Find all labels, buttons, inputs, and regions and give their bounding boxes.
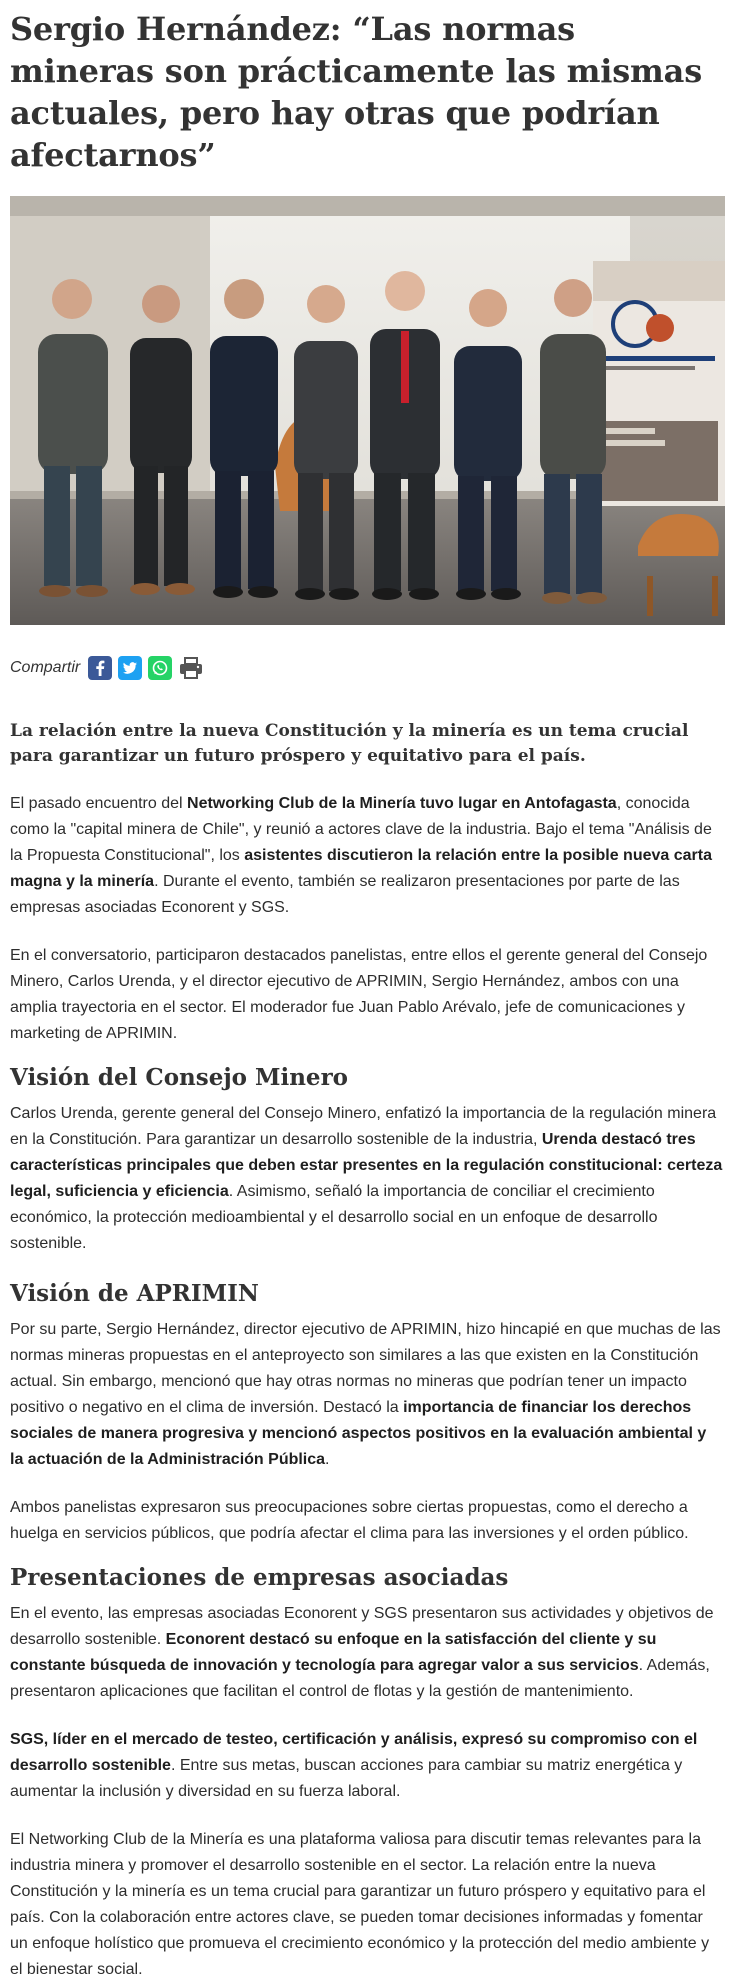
facebook-icon[interactable] (88, 656, 112, 680)
bold-text: Urenda destacó tres características principales que deben estar presentes en la regulación constitucional: certeza legal, suficiencia y eficiencia (10, 1131, 723, 1200)
bold-text: Econorent destacó su enfoque en la satisfacción del cliente y su constante búsqueda de innovación y tecnología para agregar valor a sus servicios (10, 1631, 657, 1674)
text: Carlos Urenda, gerente general del Consejo Minero, enfatizó la importancia de la regulación minera en la Constitución. Para garantizar un desarrollo sostenible de la industria, (10, 1105, 717, 1148)
article-headline: Sergio Hernández: “Las normas mineras son prácticamente las mismas actuales, pero hay otras que podrían afectarnos” (10, 10, 703, 174)
paragraph-6 (10, 1601, 724, 1705)
paragraph-3 (10, 1101, 724, 1257)
text: Por su parte, Sergio Hernández, director ejecutivo de APRIMIN, hizo hincapié en que muchas de las normas mineras propuestas en el anteproyecto son similares a las que existen en la Constitución actual. Sin embargo, mencionó que hay otras normas no mineras que podrían tener un impacto positivo o negativo en el clima de inversión. Destacó la (10, 1321, 721, 1416)
paragraph-1 (10, 791, 724, 921)
aprimin-banner (593, 261, 725, 506)
share-bar (10, 655, 724, 681)
text: . Asimismo, señaló la importancia de conciliar el crecimiento económico, la protección medioambiental y el desarrollo social en un enfoque de desarrollo sostenible. (10, 1183, 658, 1252)
print-icon[interactable] (178, 656, 202, 680)
bold-text: Networking Club de la Minería tuvo lugar en Antofagasta (187, 795, 617, 812)
bold-text: importancia de financiar los derechos sociales de manera progresiva y mencionó aspectos positivos en la evaluación ambiental y la actuación de la Administración Pública (10, 1399, 707, 1468)
text: En el evento, las empresas asociadas Econorent y SGS presentaron sus actividades y objetivos de desarrollo sostenible. (10, 1605, 714, 1648)
text: . Además, presentaron aplicaciones que facilitan el control de flotas y la gestión de mantenimiento. (10, 1657, 710, 1700)
bold-text: SGS, líder en el mercado de testeo, certificación y análisis, expresó su compromiso con el desarrollo sostenible (10, 1731, 698, 1774)
article-lead: La relación entre la nueva Constitución y la minería es un tema crucial para garantizar un futuro próspero y equitativo para el país. (10, 721, 689, 766)
paragraph-7 (10, 1727, 724, 1805)
text: . Durante el evento, también se realizaron presentaciones por parte de las empresas asociadas Econorent y SGS. (10, 873, 680, 916)
text: . (325, 1451, 330, 1468)
paragraph-5: Ambos panelistas expresaron sus preocupaciones sobre ciertas propuestas, como el derecho a huelga en servicios públicos, que podría afectar el clima para las inversiones y el orden público. (10, 1499, 689, 1542)
subheading-presentaciones: Presentaciones de empresas asociadas (10, 1564, 509, 1591)
text: . Entre sus metas, buscan acciones para cambiar su matriz energética y aumentar la inclusión y diversidad en su fuerza laboral. (10, 1757, 683, 1800)
paragraph-8: El Networking Club de la Minería es una plataforma valiosa para discutir temas relevantes para la industria minera y promover el desarrollo sostenible en el sector. La relación entre la nueva Constitución y la minería es un tema crucial para garantizar un futuro próspero y equitativo para el país. Con la colaboración entre actores clave, se pueden tomar decisiones informadas y fomentar un enfoque holístico que promueva el crecimiento económico y la protección del medio ambiente y el bienestar social. (10, 1831, 710, 1978)
paragraph-4 (10, 1317, 724, 1473)
paragraph-2: En el conversatorio, participaron destacados panelistas, entre ellos el gerente general del Consejo Minero, Carlos Urenda, y el director ejecutivo de APRIMIN, Sergio Hernández, ambos con una amplia trayectoria en el sector. El moderador fue Juan Pablo Arévalo, jefe de comunicaciones y marketing de APRIMIN. (10, 947, 708, 1042)
whatsapp-icon[interactable] (148, 656, 172, 680)
subheading-aprimin: Visión de APRIMIN (10, 1280, 259, 1307)
text: El pasado encuentro del (10, 795, 188, 812)
twitter-icon[interactable] (118, 656, 142, 680)
event-photo (10, 196, 725, 625)
text: , conocida como la "capital minera de Chile", y reunió a actores clave de la industria. Bajo el tema "Análisis de la Propuesta Constitucional", los (10, 795, 712, 864)
bold-text: asistentes discutieron la relación entre la posible nueva carta magna y la minería (10, 847, 712, 890)
subheading-consejo-minero: Visión del Consejo Minero (10, 1064, 349, 1091)
share-label: Compartir (10, 659, 81, 676)
